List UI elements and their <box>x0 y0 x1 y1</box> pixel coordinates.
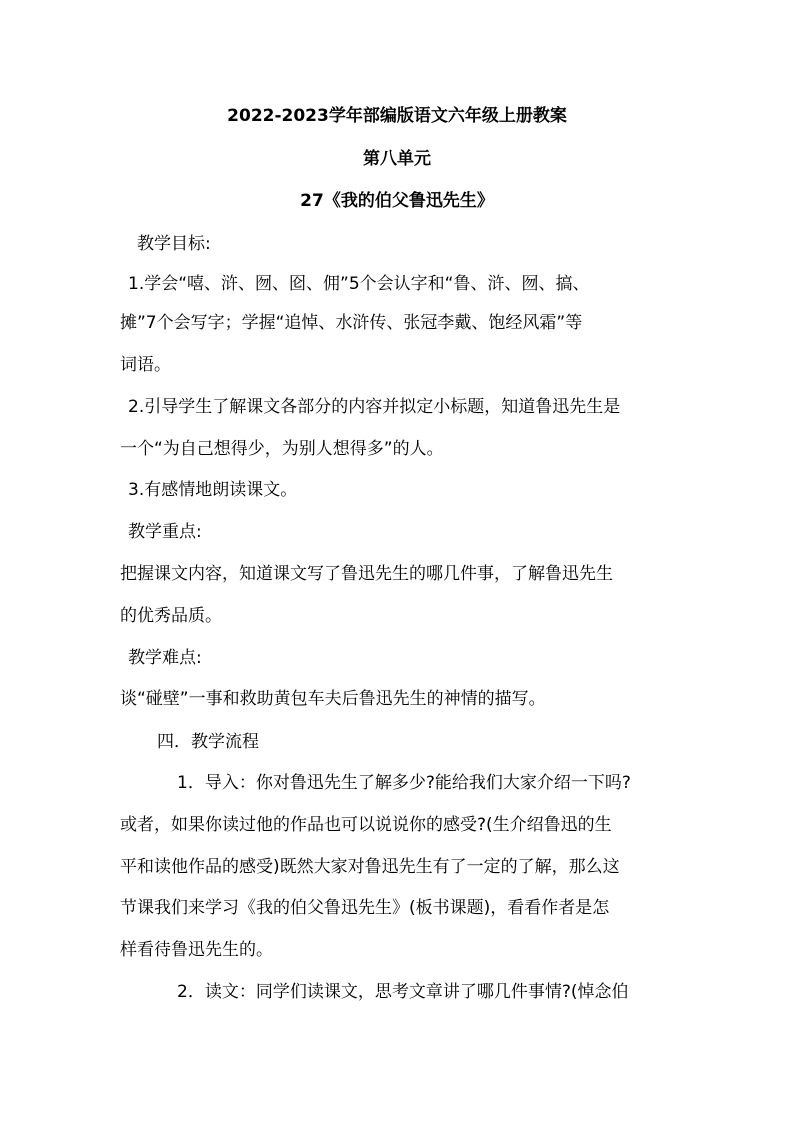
objectives-heading: 教学目标: <box>137 234 211 254</box>
objective-1-line-2: 摊”7个会写字；学握“追悼、水浒传、张冠李戴、饱经风霜”等 <box>120 313 583 333</box>
step-1-line-5: 样看待鲁迅先生的。 <box>120 940 273 960</box>
step-1-line-1: 1．导入：你对鲁迅先生了解多少?能给我们大家介绍一下吗? <box>177 773 631 793</box>
key-points-line-2: 的优秀品质。 <box>120 606 222 626</box>
difficulties-heading: 教学难点: <box>128 648 202 668</box>
objective-3: 3.有感情地朗读课文。 <box>128 480 298 500</box>
step-1-line-3: 平和读他作品的感受)既然大家对鲁迅先生有了一定的了解，那么这 <box>120 857 620 877</box>
unit-heading: 第八单元 <box>363 149 431 169</box>
lesson-title: 27《我的伯父鲁迅先生》 <box>300 191 494 211</box>
process-heading: 四．教学流程 <box>157 732 259 752</box>
objective-1-line-1 <box>128 272 686 296</box>
step-1-line-4: 节课我们来学习《我的伯父鲁迅先生》(板书课题)，看看作者是怎 <box>120 898 610 918</box>
key-points-line-1: 把握课文内容，知道课文写了鲁迅先生的哪几件事，了解鲁迅先生 <box>120 564 613 584</box>
step-2-line-1: 2．读文：同学们读课文，思考文章讲了哪几件事情?(悼念伯 <box>177 982 629 1002</box>
document-title: 2022-2023学年部编版语文六年级上册教案 <box>227 106 567 126</box>
key-points-heading: 教学重点: <box>128 522 202 542</box>
objective-2-line-2: 一个“为自己想得少，为别人想得多”的人。 <box>120 439 444 459</box>
objective-2-line-1: 2.引导学生了解课文各部分的内容并拟定小标题，知道鲁迅先生是 <box>128 397 621 417</box>
difficulties-line-1: 谈“碰壁”一事和救助黄包车夫后鲁迅先生的神情的描写。 <box>120 689 546 709</box>
objective-1-line-3: 词语。 <box>120 355 171 375</box>
objective-1-line-1-text: 1.学会“嘻、浒、囫、囵、佣”5个会认字和“鲁、浒、囫、搞、 <box>128 274 590 294</box>
step-1-line-2: 或者，如果你读过他的作品也可以说说你的感受?(生介绍鲁迅的生 <box>120 815 612 835</box>
